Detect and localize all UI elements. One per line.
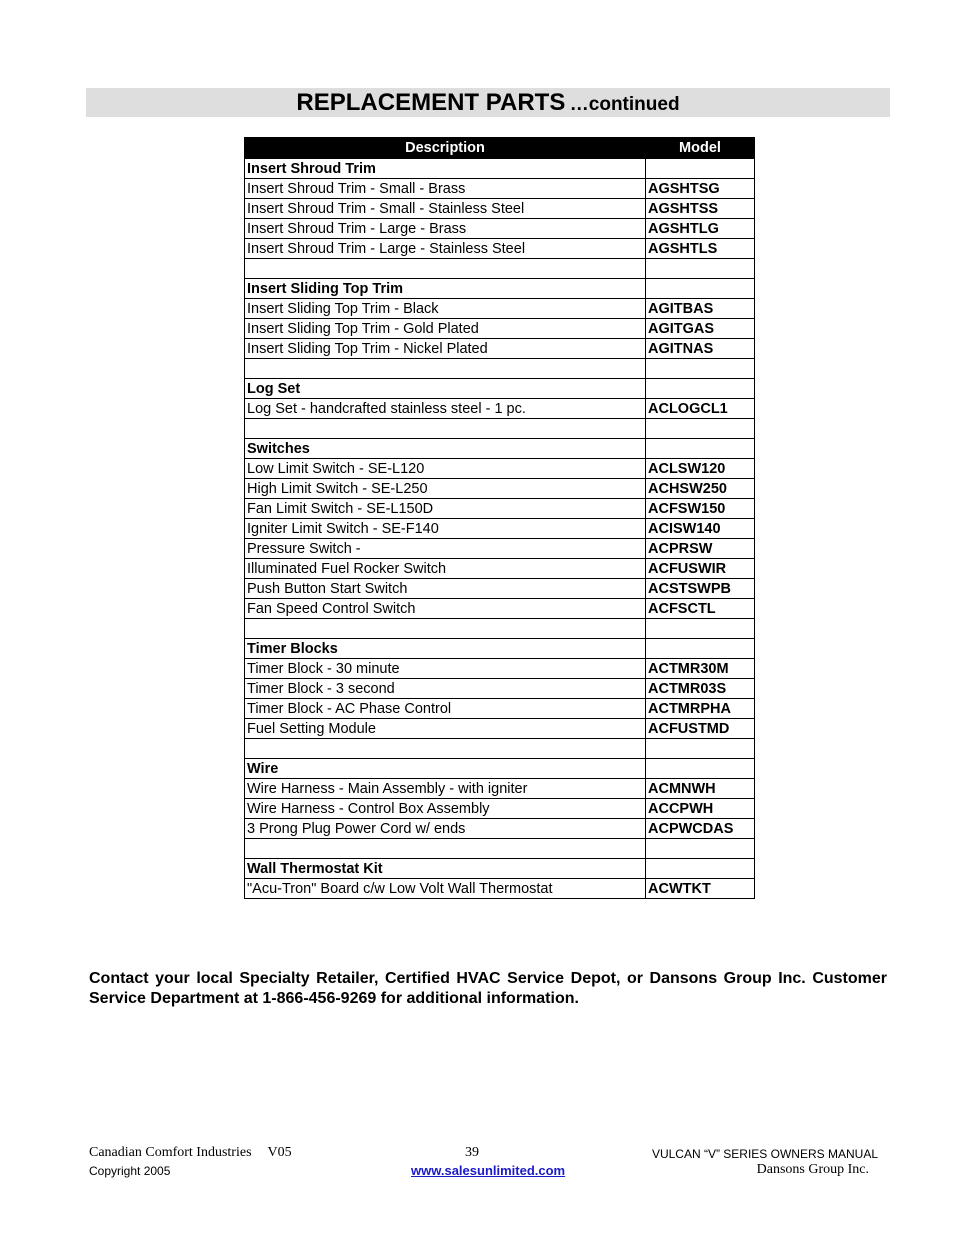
footer-group: Dansons Group Inc. [756,1162,869,1177]
description-cell: Insert Shroud Trim - Large - Brass [245,219,646,239]
description-cell: Insert Sliding Top Trim - Nickel Plated [245,339,646,359]
description-cell: Wire Harness - Main Assembly - with igniter [245,779,646,799]
description-cell: Fan Speed Control Switch [245,599,646,619]
model-cell: ACPWCDAS [646,819,755,839]
description-cell: Timer Block - 30 minute [245,659,646,679]
spacer-row [245,359,755,379]
table-row [245,339,755,359]
spacer-row [245,839,755,859]
description-cell: Insert Sliding Top Trim - Black [245,299,646,319]
description-cell: "Acu-Tron" Board c/w Low Volt Wall Thermostat [245,879,646,899]
footer-website-link[interactable]: www.salesunlimited.com [411,1163,566,1178]
table-row [245,579,755,599]
model-cell: ACFUSTMD [646,719,755,739]
section-header-row [245,279,755,299]
section-title-cell: Switches [245,439,646,459]
page-title: REPLACEMENT PARTS [296,89,566,116]
table-row [245,179,755,199]
table-body [245,159,755,899]
spacer-row [245,259,755,279]
model-cell: ACPRSW [646,539,755,559]
model-cell [646,759,755,779]
model-cell: ACHSW250 [646,479,755,499]
model-cell: ACLSW120 [646,459,755,479]
model-cell: ACTMRPHA [646,699,755,719]
model-cell: AGSHTLG [646,219,755,239]
model-cell [646,359,755,379]
model-cell: AGITBAS [646,299,755,319]
replacement-parts-table [244,137,755,899]
table-row [245,659,755,679]
description-cell [245,359,646,379]
model-cell [646,379,755,399]
model-cell: ACTMR30M [646,659,755,679]
footer-page-number: 39 [465,1145,479,1160]
description-cell: Igniter Limit Switch - SE-F140 [245,519,646,539]
table-row [245,239,755,259]
model-cell: ACTMR03S [646,679,755,699]
table-row [245,799,755,819]
table-row [245,319,755,339]
page-title-bar [86,88,890,117]
model-cell [646,739,755,759]
model-cell [646,639,755,659]
model-cell: ACFSCTL [646,599,755,619]
section-title-cell: Insert Sliding Top Trim [245,279,646,299]
section-title-cell: Insert Shroud Trim [245,159,646,179]
description-cell [245,839,646,859]
model-cell [646,619,755,639]
section-header-row [245,859,755,879]
table-row [245,879,755,899]
column-header-model: Model [646,138,755,159]
description-cell: Insert Sliding Top Trim - Gold Plated [245,319,646,339]
section-title-cell: Wire [245,759,646,779]
model-cell: AGSHTLS [646,239,755,259]
model-cell [646,839,755,859]
table-row [245,479,755,499]
description-cell: Low Limit Switch - SE-L120 [245,459,646,479]
footer-copyright: Copyright 2005 [89,1164,171,1178]
footer-version: V05 [267,1145,292,1160]
table-row [245,779,755,799]
section-title-cell: Timer Blocks [245,639,646,659]
model-cell: ACLOGCL1 [646,399,755,419]
table-row [245,199,755,219]
model-cell: ACFUSWIR [646,559,755,579]
description-cell: Insert Shroud Trim - Small - Brass [245,179,646,199]
table-row [245,819,755,839]
model-cell [646,279,755,299]
footer-company: Canadian Comfort Industries [89,1145,252,1160]
table-row [245,519,755,539]
table-row [245,219,755,239]
section-header-row [245,759,755,779]
section-header-row [245,439,755,459]
model-cell [646,419,755,439]
model-cell: AGITGAS [646,319,755,339]
description-cell [245,259,646,279]
model-cell [646,159,755,179]
page-title-continued: …continued [569,94,680,115]
description-cell [245,739,646,759]
description-cell: Insert Shroud Trim - Large - Stainless Steel [245,239,646,259]
spacer-row [245,419,755,439]
model-cell: AGSHTSG [646,179,755,199]
table-row [245,459,755,479]
column-header-description: Description [245,138,646,159]
table-row [245,679,755,699]
model-cell [646,439,755,459]
model-cell [646,259,755,279]
table-row [245,699,755,719]
description-cell: Wire Harness - Control Box Assembly [245,799,646,819]
section-title-cell: Log Set [245,379,646,399]
spacer-row [245,619,755,639]
spacer-row [245,739,755,759]
table-row [245,719,755,739]
section-header-row [245,639,755,659]
section-header-row [245,379,755,399]
table-row [245,599,755,619]
description-cell: Timer Block - 3 second [245,679,646,699]
table-row [245,559,755,579]
description-cell [245,619,646,639]
description-cell [245,419,646,439]
model-cell: ACCPWH [646,799,755,819]
description-cell: Illuminated Fuel Rocker Switch [245,559,646,579]
description-cell: Insert Shroud Trim - Small - Stainless Steel [245,199,646,219]
model-cell: AGSHTSS [646,199,755,219]
table-row [245,539,755,559]
section-title-cell: Wall Thermostat Kit [245,859,646,879]
model-cell: ACWTKT [646,879,755,899]
model-cell: ACFSW150 [646,499,755,519]
table-row [245,299,755,319]
table-row [245,399,755,419]
model-cell: AGITNAS [646,339,755,359]
description-cell: Timer Block - AC Phase Control [245,699,646,719]
contact-paragraph: Contact your local Specialty Retailer, Certified HVAC Service Depot, or Dansons Group Inc. Customer Service Department at 1-866-456-9269 for additional information. [89,970,887,1007]
model-cell [646,859,755,879]
table-header-row [245,138,755,159]
model-cell: ACSTSWPB [646,579,755,599]
description-cell: 3 Prong Plug Power Cord w/ ends [245,819,646,839]
model-cell: ACISW140 [646,519,755,539]
model-cell: ACMNWH [646,779,755,799]
description-cell: Fuel Setting Module [245,719,646,739]
footer-company-line [89,1145,292,1161]
description-cell: Fan Limit Switch - SE-L150D [245,499,646,519]
description-cell: Push Button Start Switch [245,579,646,599]
footer-manual-title: VULCAN “V” SERIES OWNERS MANUAL [651,1147,878,1161]
description-cell: Log Set - handcrafted stainless steel - 1 pc. [245,399,646,419]
table-row [245,499,755,519]
description-cell: Pressure Switch - [245,539,646,559]
section-header-row [245,159,755,179]
description-cell: High Limit Switch - SE-L250 [245,479,646,499]
